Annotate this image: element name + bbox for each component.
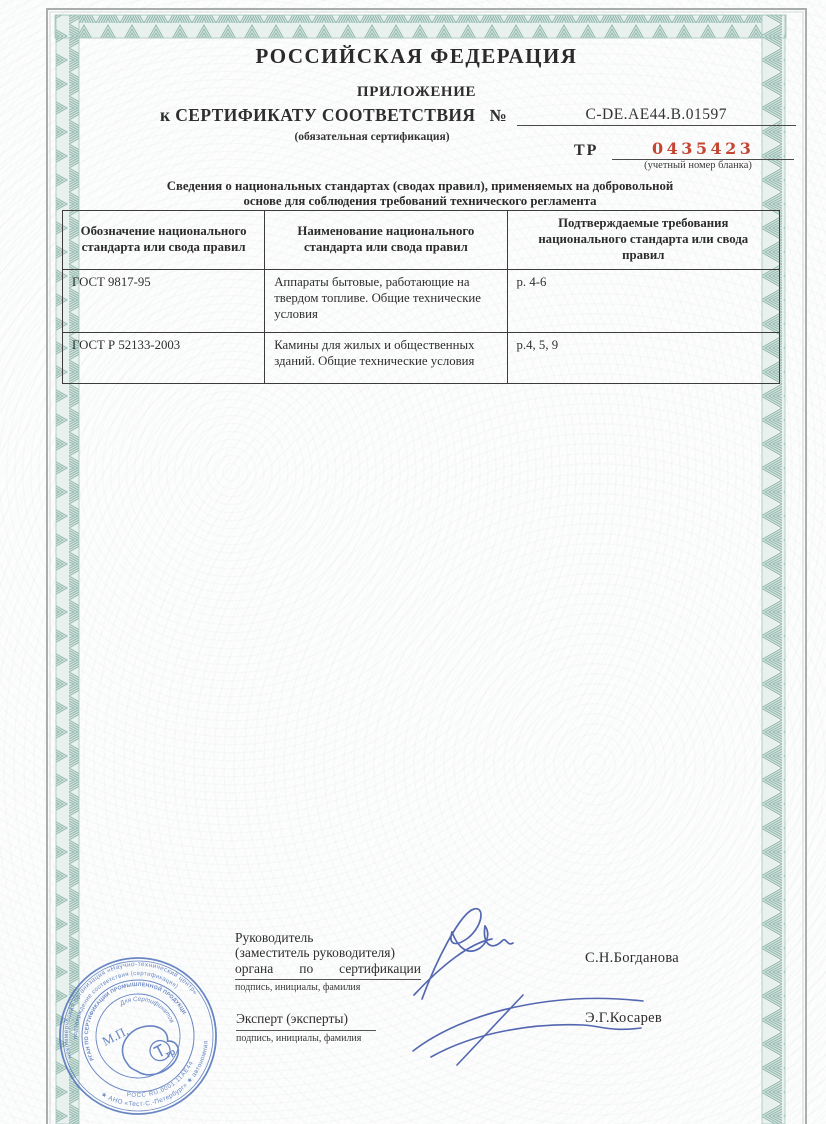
stamp-outer-bottom-text: ★ АНО «Тест-С.-Петербург» ★ автономная [99,1040,210,1109]
blank-number: 0435423 [652,139,755,158]
certificate-label: к СЕРТИФИКАТУ СООТВЕТСТВИЯ [160,105,476,125]
table-row [63,333,780,384]
certification-mode: (обязательная сертификация) [294,131,450,143]
stamp-inner-ring-text: ОРГАН ПО СЕРТИФИКАЦИИ ПРОМЫШЛЕННОЙ ПРОДУКЦИИ [83,981,187,1062]
cell-name: Аппараты бытовые, работающие на твердом топливе. Общие технические условия [265,270,507,333]
cell-designation: ГОСТ Р 52133-2003 [63,333,265,384]
certificate-number-line [160,105,796,126]
expert-signatory-name: Э.Г.Косарев [585,1010,663,1026]
cell-requirements: р.4, 5, 9 [507,333,779,384]
table-header-row [63,211,780,270]
head-label-line2: (заместитель руководителя) [235,945,395,961]
blank-number-caption: (учетный номер бланка) [644,160,752,171]
intro-line-2: основе для соблюдения требований технического регламента [243,194,597,209]
tr-label: ТР [574,142,599,159]
header-requirements: Подтверждаемые требования национального стандарта или свода правил [507,211,779,270]
header-designation: Обозначение национального стандарта или свода правил [63,211,265,270]
table-row [63,270,780,333]
cell-requirements: р. 4-6 [507,270,779,333]
page-title: РОССИЙСКАЯ ФЕДЕРАЦИЯ [255,44,578,68]
standards-table [62,210,780,384]
head-signature-label [235,930,421,994]
expert-signature-label [236,1011,376,1044]
stamp-for-certificates-text: Для Сертификатов [118,995,176,1024]
blank-number-line [574,139,794,160]
intro-paragraph [58,179,782,209]
intro-line-1: Сведения о национальных стандартах (сводах правил), применяемых на добровольной [166,179,674,193]
expert-signature-caption: подпись, инициалы, фамилия [236,1033,362,1044]
stamp-registration-number: РОСС RU.0001.11АЕ44 [126,1060,196,1100]
cell-designation: ГОСТ 9817-95 [63,270,265,333]
certificate-number: C-DE.AE44.B.01597 [517,106,796,126]
expert-label-text: Эксперт (эксперты) [236,1011,376,1031]
header-name: Наименование национального стандарта или свода правил [265,211,507,270]
head-label-line1: Руководитель [235,930,314,945]
blank-number-field [612,139,794,160]
stamp-mp-label: М.П. [99,1022,131,1049]
number-sign: № [489,106,507,125]
stamp-outer-top-text: некоммерческая организация «Научно-технический центр» [62,960,199,1060]
head-label-line3: органа по сертификации [235,961,421,980]
head-signatory-name: С.Н.Богданова [585,950,680,966]
stamp-middle-top-text: подтверждение соответствия (сертификация) [72,971,179,1040]
doc-type-title: ПРИЛОЖЕНИЕ [356,84,477,100]
cell-name: Камины для жилых и общественных зданий. Общие технические условия [265,333,507,384]
certification-stamp [48,948,228,1124]
head-signature-caption: подпись, инициалы, фамилия [235,982,361,994]
stamp-logo-text: тр [163,1046,177,1060]
